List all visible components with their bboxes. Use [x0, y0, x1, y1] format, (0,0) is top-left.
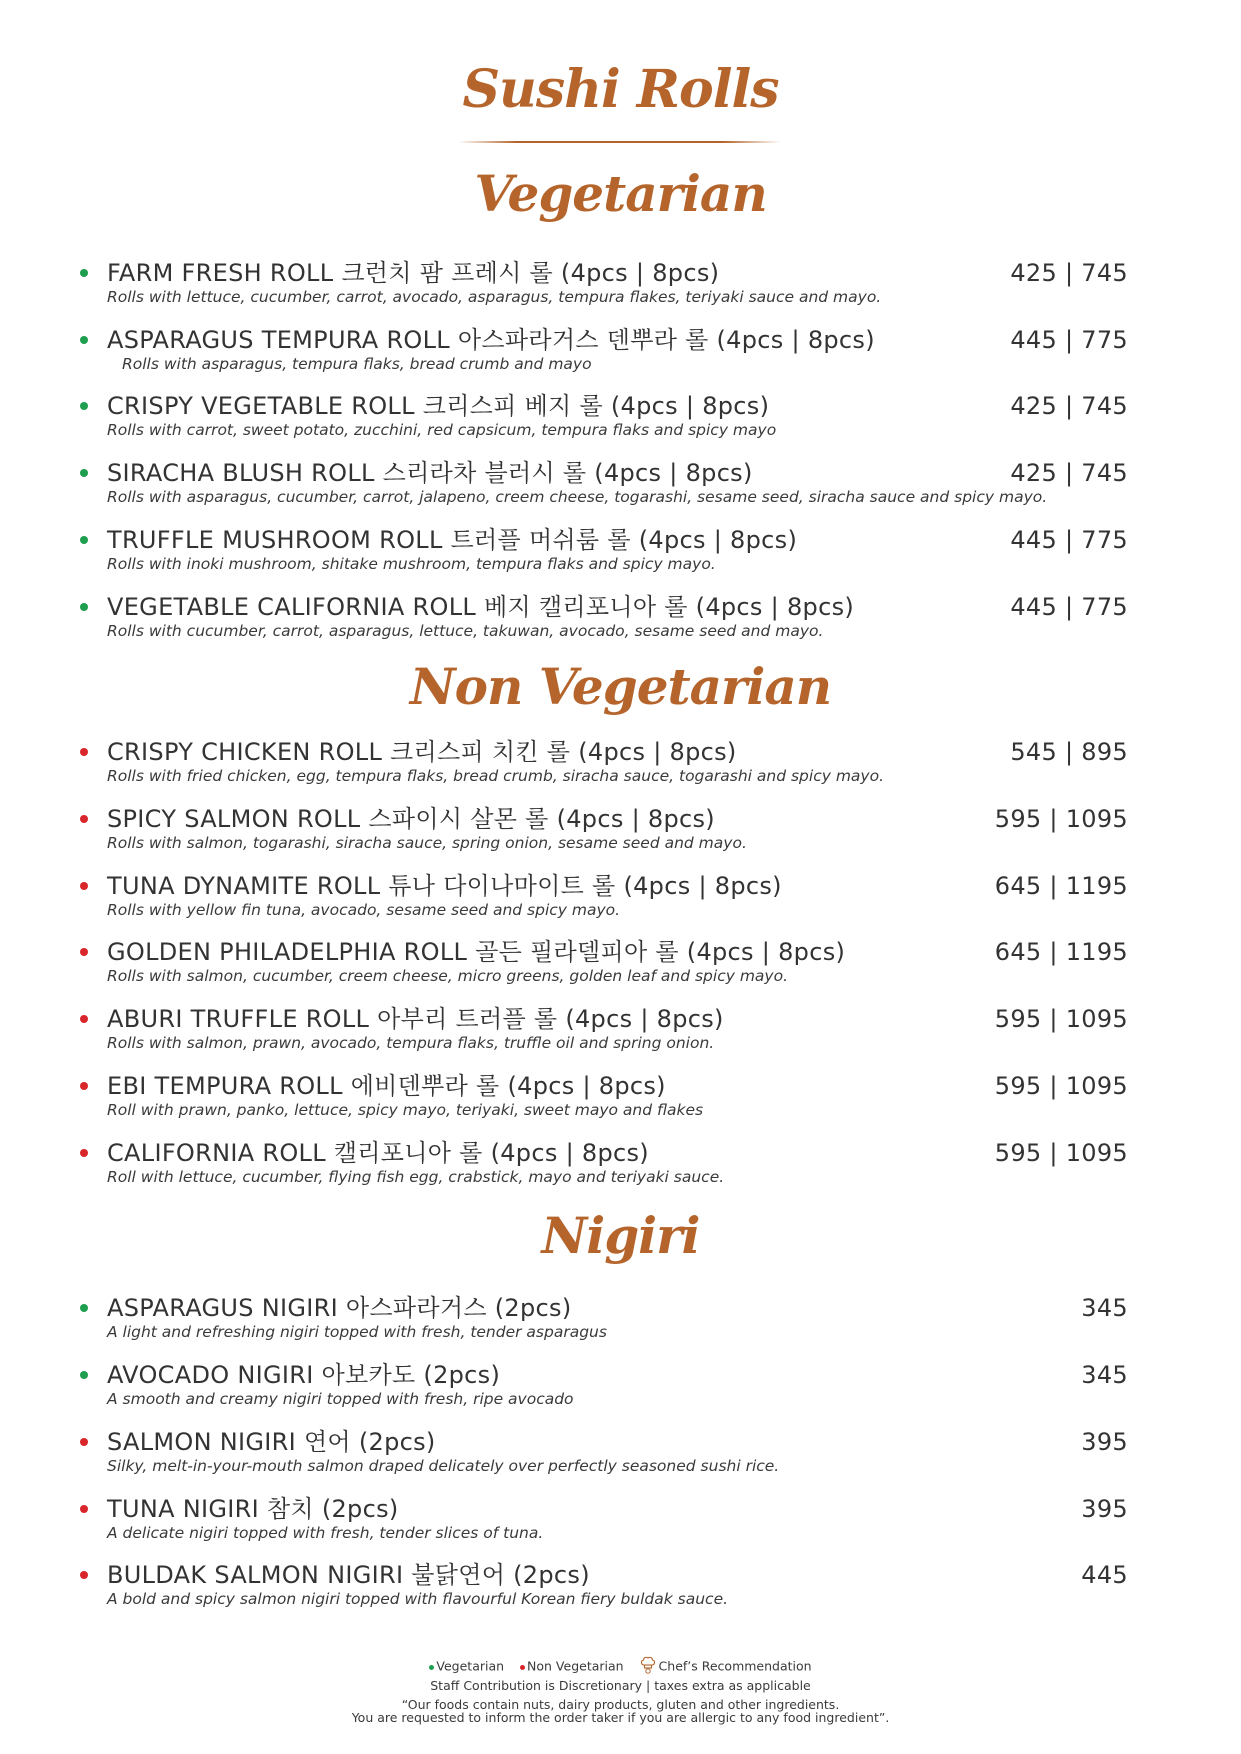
- legend: [0, 1656, 1241, 1678]
- item-price: 595 | 1095: [994, 1005, 1128, 1033]
- item-name: FARM FRESH ROLL 크런치 팜 프레시 롤 (4pcs | 8pcs): [107, 259, 720, 287]
- item-name: ASPARAGUS TEMPURA ROLL 아스파라거스 덴뿌라 롤 (4pcs | 8pcs): [107, 326, 875, 354]
- item-name: SIRACHA BLUSH ROLL 스리라차 블러시 롤 (4pcs | 8pcs): [107, 459, 753, 487]
- menu-item: [0, 935, 1241, 995]
- item-name: VEGETABLE CALIFORNIA ROLL 베지 캘리포니아 롤 (4pcs | 8pcs): [107, 593, 855, 621]
- item-description: Roll with prawn, panko, lettuce, spicy mayo, teriyaki, sweet mayo and flakes: [107, 1101, 704, 1119]
- item-price: 425 | 745: [1010, 392, 1128, 420]
- menu-item: [0, 1136, 1241, 1196]
- menu-item: [0, 735, 1241, 795]
- item-description: Rolls with yellow fin tuna, avocado, sesame seed and spicy mayo.: [107, 901, 621, 919]
- item-description: Rolls with asparagus, cucumber, carrot, jalapeno, creem cheese, togarashi, sesame seed, siracha sauce and spicy mayo.: [107, 488, 1048, 506]
- menu-item: [0, 1291, 1241, 1351]
- item-price: 595 | 1095: [994, 805, 1128, 833]
- item-price: 425 | 745: [1010, 259, 1128, 287]
- menu-item: [0, 523, 1241, 583]
- section-title-vegetarian: Vegetarian: [474, 164, 767, 223]
- menu-item: [0, 1069, 1241, 1129]
- item-description: Rolls with cucumber, carrot, asparagus, lettuce, takuwan, avocado, sesame seed and mayo.: [107, 622, 824, 640]
- non-vegetarian-dot-icon: [80, 1438, 88, 1446]
- vegetarian-dot-icon: [80, 269, 88, 277]
- item-name: AVOCADO NIGIRI 아보카도 (2pcs): [107, 1361, 501, 1389]
- item-description: Rolls with lettuce, cucumber, carrot, avocado, asparagus, tempura flakes, teriyaki sauce and mayo.: [107, 288, 882, 306]
- vegetarian-dot-icon: [80, 1304, 88, 1312]
- item-description: Roll with lettuce, cucumber, flying fish egg, crabstick, mayo and teriyaki sauce.: [107, 1168, 725, 1186]
- item-description: A bold and spicy salmon nigiri topped with flavourful Korean fiery buldak sauce.: [107, 1590, 729, 1608]
- item-description: A light and refreshing nigiri topped with fresh, tender asparagus: [107, 1323, 607, 1341]
- vegetarian-dot-icon: [80, 469, 88, 477]
- non-vegetarian-dot-icon: [80, 1149, 88, 1157]
- item-name: CRISPY VEGETABLE ROLL 크리스피 베지 롤 (4pcs | 8pcs): [107, 392, 770, 420]
- item-description: Rolls with salmon, prawn, avocado, tempura flaks, truffle oil and spring onion.: [107, 1034, 715, 1052]
- menu-item: [0, 323, 1241, 383]
- title-divider: [458, 141, 781, 143]
- allergen-note-line-1: “Our foods contain nuts, dairy products, gluten and other ingredients.: [401, 1697, 840, 1712]
- vegetarian-dot-icon: [80, 536, 88, 544]
- item-price: 345: [1081, 1294, 1128, 1322]
- legend-vegetarian-label: Vegetarian: [436, 1658, 505, 1674]
- item-name: TUNA NIGIRI 참치 (2pcs): [107, 1495, 399, 1523]
- item-name: GOLDEN PHILADELPHIA ROLL 골든 필라델피아 롤 (4pcs | 8pcs): [107, 938, 846, 966]
- non-vegetarian-legend-dot-icon: [520, 1665, 525, 1670]
- item-name: SALMON NIGIRI 연어 (2pcs): [107, 1428, 436, 1456]
- item-description: Rolls with salmon, togarashi, siracha sauce, spring onion, sesame seed and mayo.: [107, 834, 747, 852]
- item-name: CRISPY CHICKEN ROLL 크리스피 치킨 롤 (4pcs | 8pcs): [107, 738, 737, 766]
- item-price: 645 | 1195: [994, 938, 1128, 966]
- item-price: 595 | 1095: [994, 1139, 1128, 1167]
- item-description: Rolls with fried chicken, egg, tempura flaks, bread crumb, siracha sauce, togarashi and spicy mayo.: [107, 767, 885, 785]
- item-name: ABURI TRUFFLE ROLL 아부리 트러플 롤 (4pcs | 8pcs): [107, 1005, 724, 1033]
- item-name: EBI TEMPURA ROLL 에비덴뿌라 롤 (4pcs | 8pcs): [107, 1072, 666, 1100]
- page-title: Sushi Rolls: [462, 59, 779, 120]
- menu-item: [0, 1002, 1241, 1062]
- menu-item: [0, 1558, 1241, 1618]
- item-price: 445 | 775: [1010, 593, 1128, 621]
- legend-chef-recommendation-label: Chef’s Recommendation: [658, 1658, 812, 1674]
- item-name: ASPARAGUS NIGIRI 아스파라거스 (2pcs): [107, 1294, 572, 1322]
- item-name: SPICY SALMON ROLL 스파이시 살몬 롤 (4pcs | 8pcs): [107, 805, 715, 833]
- vegetarian-dot-icon: [80, 402, 88, 410]
- menu-item: [0, 256, 1241, 316]
- item-price: 395: [1081, 1428, 1128, 1456]
- item-description: Silky, melt-in-your-mouth salmon draped delicately over perfectly seasoned sushi rice.: [107, 1457, 780, 1475]
- item-price: 395: [1081, 1495, 1128, 1523]
- menu-item: [0, 456, 1241, 516]
- item-price: 445 | 775: [1010, 326, 1128, 354]
- menu-item: [0, 389, 1241, 449]
- menu-item: [0, 1492, 1241, 1552]
- item-price: 445: [1081, 1561, 1128, 1589]
- item-description: Rolls with salmon, cucumber, creem cheese, micro greens, golden leaf and spicy mayo.: [107, 967, 789, 985]
- non-vegetarian-dot-icon: [80, 948, 88, 956]
- item-description: Rolls with asparagus, tempura flaks, bread crumb and mayo: [122, 355, 592, 373]
- non-vegetarian-dot-icon: [80, 1015, 88, 1023]
- menu-item: [0, 1425, 1241, 1485]
- section-title-non-vegetarian: Non Vegetarian: [409, 657, 832, 716]
- item-price: 645 | 1195: [994, 872, 1128, 900]
- vegetarian-dot-icon: [80, 603, 88, 611]
- vegetarian-legend-dot-icon: [429, 1665, 434, 1670]
- item-description: Rolls with inoki mushroom, shitake mushroom, tempura flaks and spicy mayo.: [107, 555, 716, 573]
- item-name: BULDAK SALMON NIGIRI 불닭연어 (2pcs): [107, 1561, 590, 1589]
- non-vegetarian-dot-icon: [80, 748, 88, 756]
- item-description: A delicate nigiri topped with fresh, tender slices of tuna.: [107, 1524, 544, 1542]
- legend-non-vegetarian-label: Non Vegetarian: [527, 1658, 624, 1674]
- non-vegetarian-dot-icon: [80, 1571, 88, 1579]
- menu-item: [0, 869, 1241, 929]
- item-price: 425 | 745: [1010, 459, 1128, 487]
- menu-item: [0, 590, 1241, 650]
- non-vegetarian-dot-icon: [80, 1082, 88, 1090]
- vegetarian-dot-icon: [80, 336, 88, 344]
- item-price: 545 | 895: [1010, 738, 1128, 766]
- item-price: 595 | 1095: [994, 1072, 1128, 1100]
- non-vegetarian-dot-icon: [80, 882, 88, 890]
- item-name: CALIFORNIA ROLL 캘리포니아 롤 (4pcs | 8pcs): [107, 1139, 649, 1167]
- chef-hat-icon: [640, 1656, 656, 1678]
- item-description: A smooth and creamy nigiri topped with fresh, ripe avocado: [107, 1390, 574, 1408]
- item-description: Rolls with carrot, sweet potato, zucchini, red capsicum, tempura flaks and spicy mayo: [107, 421, 777, 439]
- item-price: 445 | 775: [1010, 526, 1128, 554]
- allergen-note-line-2: You are requested to inform the order taker if you are allergic to any food ingredient”.: [351, 1710, 890, 1725]
- non-vegetarian-dot-icon: [80, 815, 88, 823]
- item-name: TUNA DYNAMITE ROLL 튜나 다이나마이트 롤 (4pcs | 8pcs): [107, 872, 782, 900]
- vegetarian-dot-icon: [80, 1371, 88, 1379]
- menu-item: [0, 802, 1241, 862]
- item-name: TRUFFLE MUSHROOM ROLL 트러플 머쉬룸 롤 (4pcs | 8pcs): [107, 526, 798, 554]
- section-title-nigiri: Nigiri: [541, 1206, 700, 1265]
- menu-item: [0, 1358, 1241, 1418]
- staff-contribution-note: Staff Contribution is Discretionary | taxes extra as applicable: [430, 1678, 811, 1693]
- item-price: 345: [1081, 1361, 1128, 1389]
- non-vegetarian-dot-icon: [80, 1505, 88, 1513]
